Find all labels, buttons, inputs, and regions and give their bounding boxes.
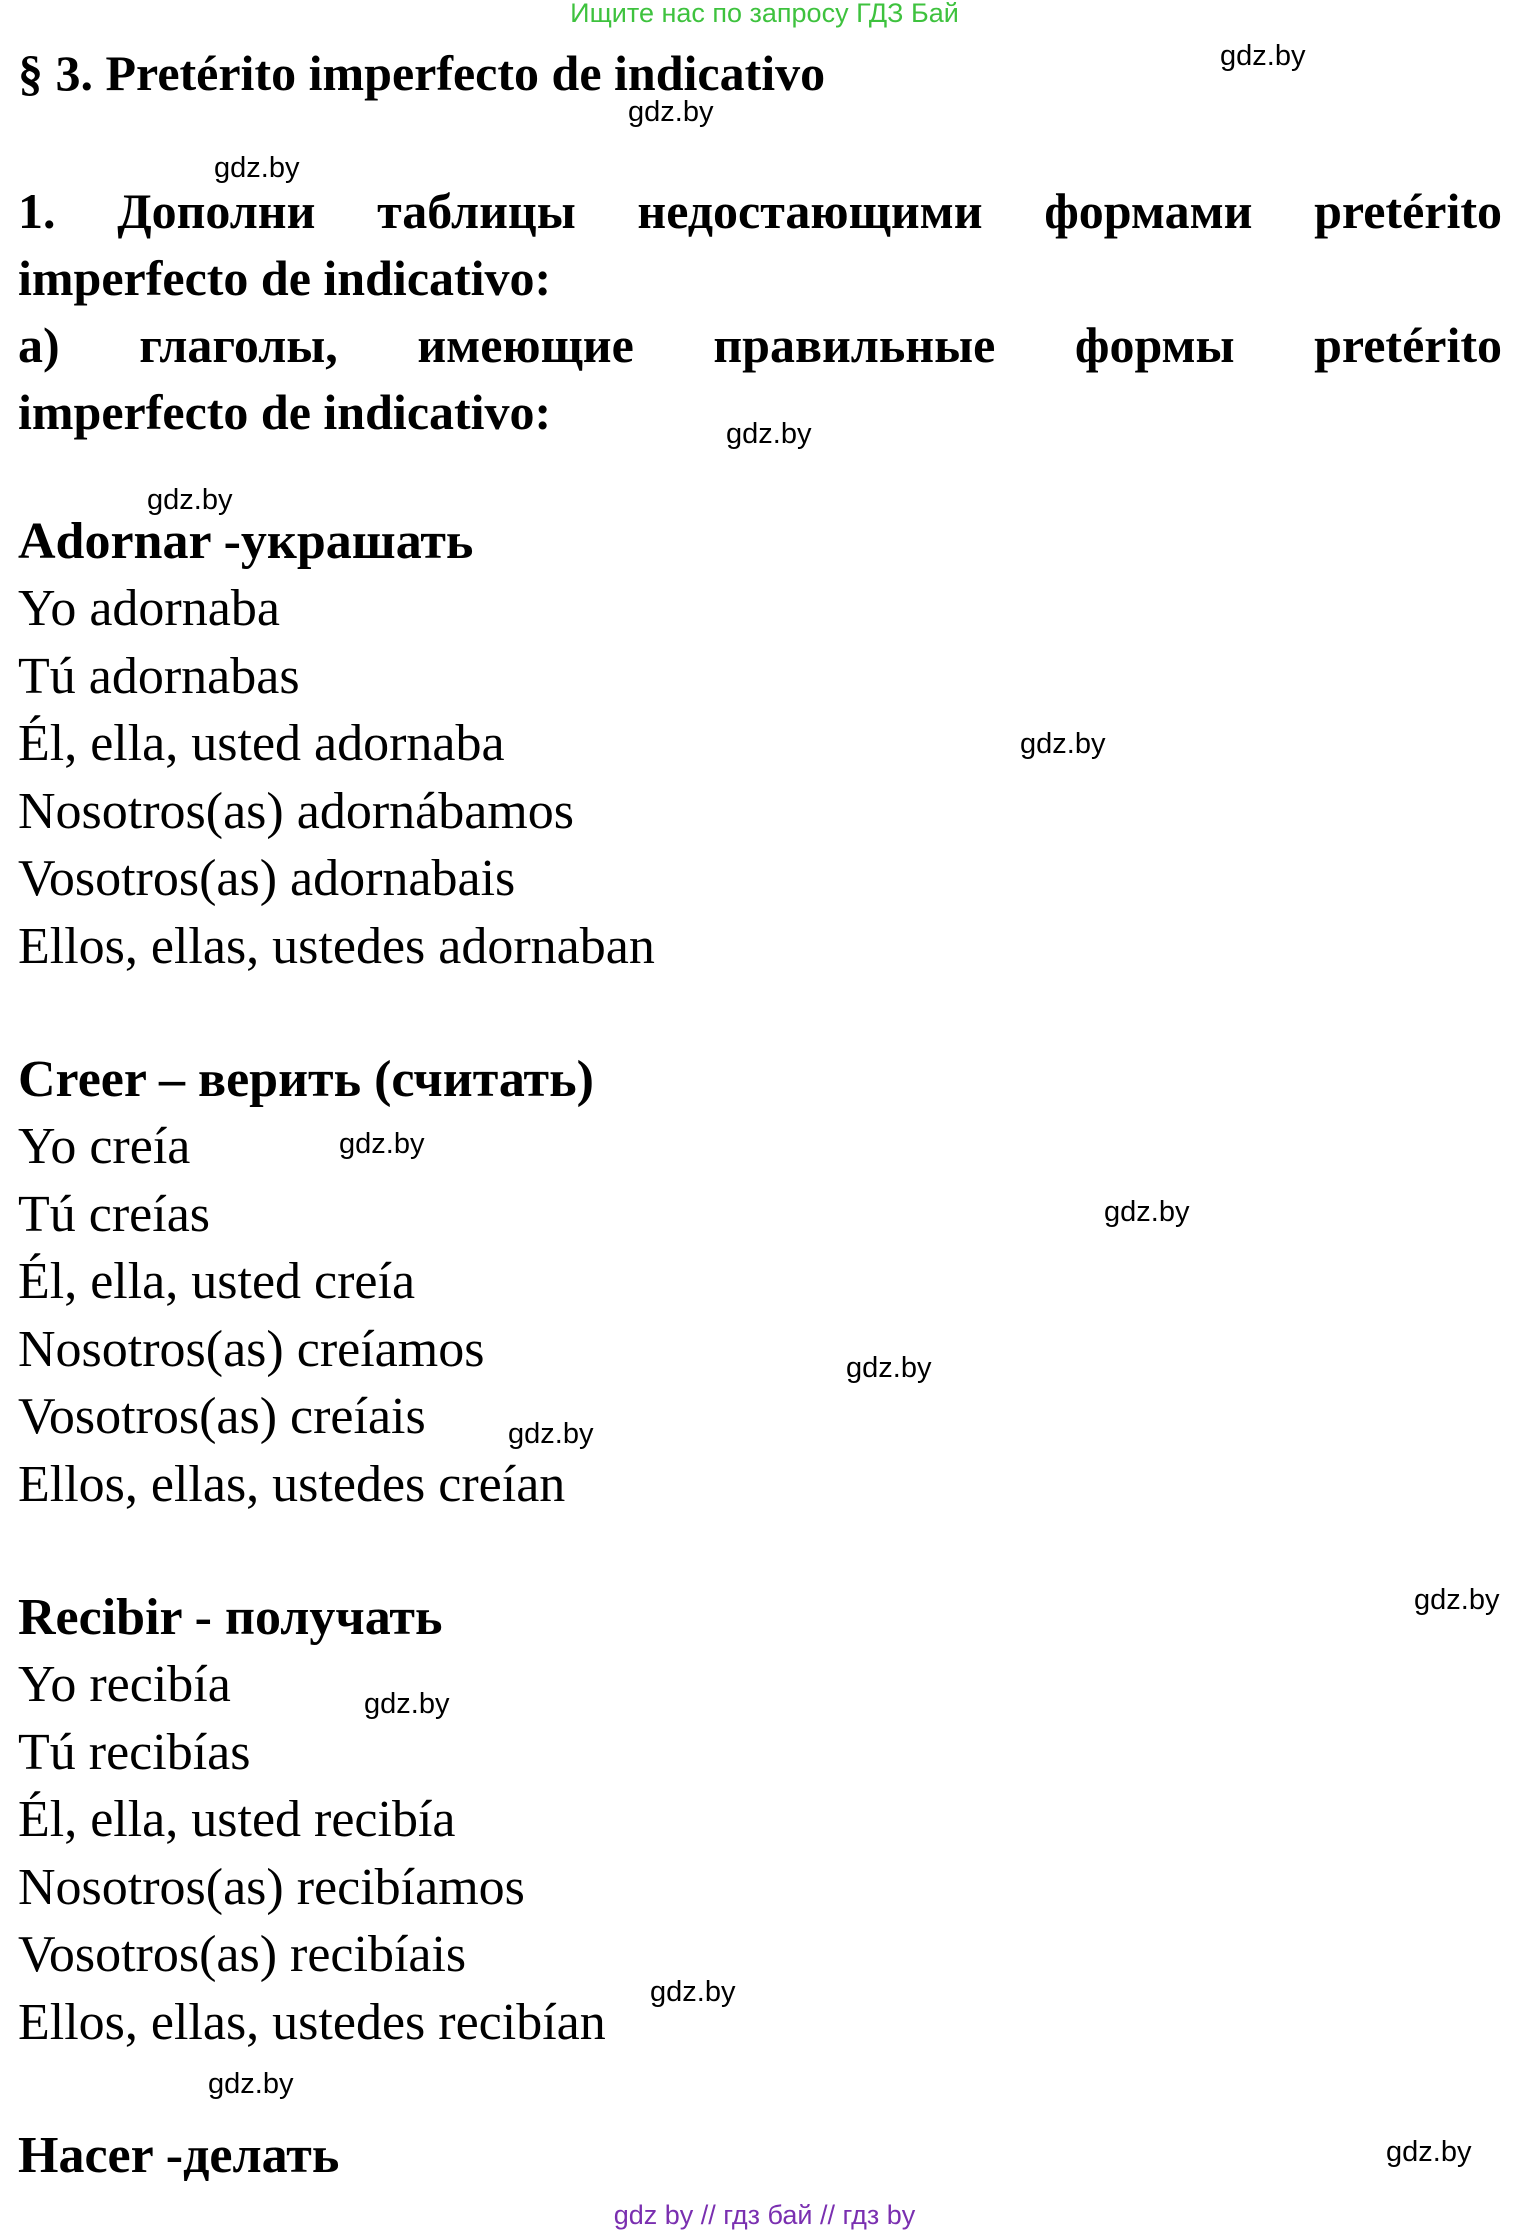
verb-form: Nosotros(as) creíamos (18, 1320, 485, 1378)
watermark: gdz.by (208, 2068, 294, 2100)
watermark: gdz.by (650, 1976, 736, 2008)
watermark: gdz.by (364, 1688, 450, 1720)
verb-block-adornar (18, 508, 655, 980)
verb-form: Vosotros(as) creíais (18, 1388, 426, 1445)
watermark: gdz.by (628, 96, 714, 128)
verb-block-recibir (18, 1584, 606, 2056)
task-line-1: 1. Дополни таблицы недостающими формами pretérito (18, 183, 1502, 239)
task-line-4: imperfecto de indicativo: (18, 384, 552, 440)
watermark: gdz.by (339, 1128, 425, 1160)
watermark: gdz.by (726, 418, 812, 450)
verb-form: Vosotros(as) recibíais (18, 1926, 467, 1983)
verb-form: Yo recibía (18, 1656, 231, 1713)
verb-heading: Adornar -украшать (18, 513, 474, 570)
task-line-3: а) глаголы, имеющие правильные формы pretérito (18, 317, 1502, 373)
verb-form: Yo creía (18, 1118, 191, 1175)
watermark: gdz.by (1220, 40, 1306, 72)
verb-form: Tú recibías (18, 1723, 251, 1781)
verb-form: Tú adornabas (18, 647, 300, 705)
verb-form: Tú creías (18, 1185, 211, 1243)
verb-heading: Creer – верить (считать) (18, 1051, 594, 1108)
verb-form: Ellos, ellas, ustedes creían (18, 1455, 566, 1513)
verb-form: Yo adornaba (18, 580, 280, 637)
verb-form: Ellos, ellas, ustedes recibían (18, 1993, 606, 2051)
top-banner-link[interactable]: Ищите нас по запросу ГДЗ Бай (570, 0, 959, 28)
verb-form: Vosotros(as) adornabais (18, 850, 516, 907)
watermark: gdz.by (1386, 2136, 1472, 2168)
watermark: gdz.by (147, 484, 233, 516)
watermark: gdz.by (508, 1418, 594, 1450)
verb-form: Él, ella, usted adornaba (18, 715, 505, 772)
task-text (18, 178, 1502, 446)
watermark: gdz.by (1414, 1584, 1500, 1616)
verb-form: Él, ella, usted recibía (18, 1791, 456, 1848)
watermark: gdz.by (214, 152, 300, 184)
verb-form: Ellos, ellas, ustedes adornaban (18, 917, 655, 975)
watermark: gdz.by (1104, 1196, 1190, 1228)
verb-form: Nosotros(as) adornábamos (18, 782, 574, 840)
verb-form: Él, ella, usted creía (18, 1253, 416, 1310)
verb-heading: Recibir - получать (18, 1589, 443, 1646)
verb-form: Nosotros(as) recibíamos (18, 1858, 525, 1916)
watermark: gdz.by (1020, 728, 1106, 760)
section-title: § 3. Pretérito imperfecto de indicativo (18, 45, 826, 101)
verb-block-hacer (18, 2122, 339, 2189)
bottom-banner-link[interactable]: gdz by // гдз бай // гдз by (613, 2200, 916, 2230)
task-line-2: imperfecto de indicativo: (18, 250, 552, 306)
verb-heading: Hacer -делать (18, 2127, 340, 2184)
watermark: gdz.by (846, 1352, 932, 1384)
